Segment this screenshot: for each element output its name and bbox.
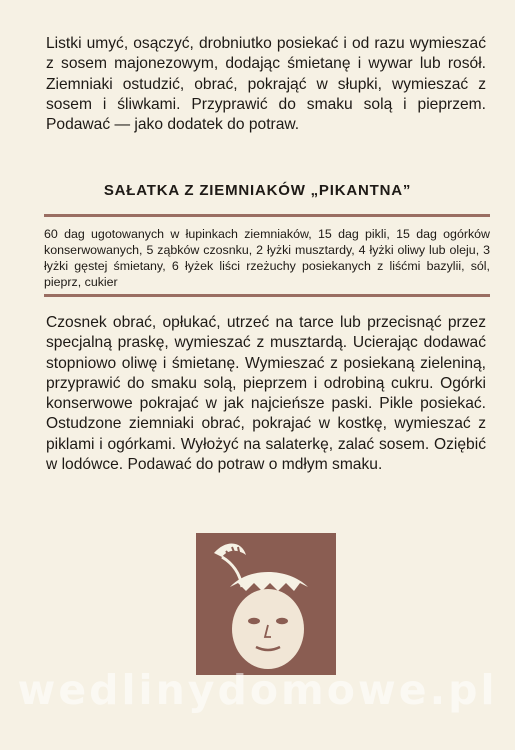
ingredients-list: 60 dag ugotowanych w łupinkach ziemniaków, 15 dag pikli, 15 dag ogórków konserwowanych, 5 ząbków czosnku, 2 łyżki musztardy, 4 łyżki oliwy lub oleju, 3 łyżki gęstej śmietany, 6 łyżek liści rzeżuchy posiekanych z liśćmi bazylii, sól, pieprz, cukier bbox=[44, 227, 490, 289]
intro-paragraph: Listki umyć, osączyć, drobniutko posiekać i od razu wymieszać z sosem majonezowym, dodając śmietanę i wywar lub rosół. Ziemniaki ostudzić, obrać, pokrająć w słupki, wymieszać z sosem i śliwkami. Przyprawić do smaku solą i pieprzem. Podawać — jako dodatek do potraw. bbox=[46, 35, 486, 134]
face-mask bbox=[232, 589, 304, 669]
bottom-divider bbox=[44, 294, 490, 297]
decorative-mask-emblem bbox=[196, 533, 336, 675]
top-divider bbox=[44, 214, 490, 217]
watermark: wedlinydomowe.pl bbox=[17, 666, 498, 714]
recipe-title: SAŁATKA Z ZIEMNIAKÓW „PIKANTNA” bbox=[103, 182, 412, 199]
instructions-paragraph: Czosnek obrać, opłukać, utrzeć na tarce lub przecisnąć przez specjalną praskę, wymieszać z musztardą. Ucierając dodawać stopniowo oliwę i śmietanę. Wymieszać z posiekaną zieleniną, przyprawić do smaku solą, pieprzem i odrobiną cukru. Ogórki konserwowe pokrajać w jak najcieńsze paski. Pikle posiekać. Ostudzone ziemniaki obrać, pokrajać w kostkę, wymieszać z piklami i ogórkami. Wyłożyć na salaterkę, zalać sosem. Oziębić w lodówce. Podawać do potraw o mdłym smaku. bbox=[46, 314, 486, 474]
